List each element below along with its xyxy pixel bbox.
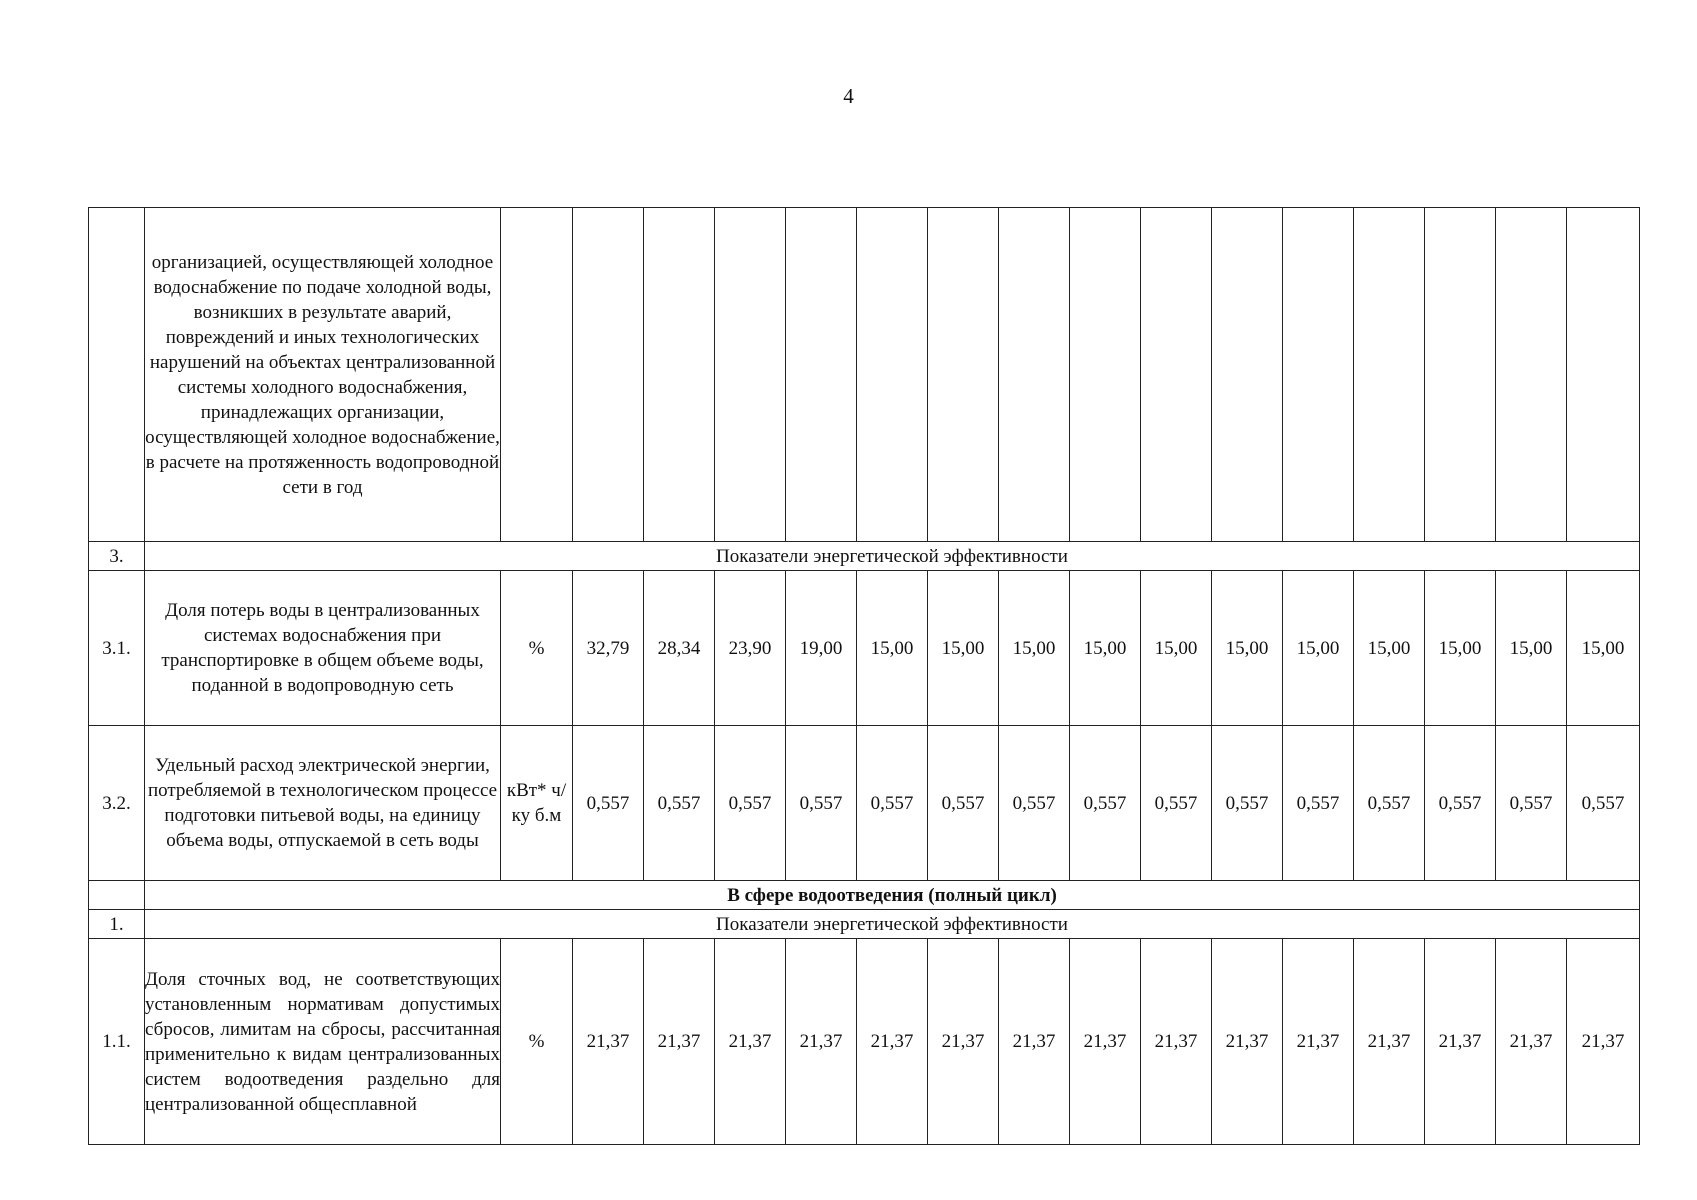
sphere-heading: В сфере водоотведения (полный цикл) (145, 881, 1640, 910)
value-cell: 28,34 (644, 571, 715, 726)
value-cell: 15,00 (857, 571, 928, 726)
value-cell (715, 208, 786, 542)
section-number: 3. (89, 542, 145, 571)
value-cell: 15,00 (1070, 571, 1141, 726)
value-cell: 15,00 (1141, 571, 1212, 726)
value-cell: 15,00 (1425, 571, 1496, 726)
row-number-cell: 3.2. (89, 726, 145, 881)
value-cell: 21,37 (1567, 939, 1640, 1145)
value-cell: 15,00 (999, 571, 1070, 726)
value-cell: 15,00 (1283, 571, 1354, 726)
row-number-cell (89, 881, 145, 910)
row-number-cell (89, 208, 145, 542)
indicators-table (88, 207, 1640, 1145)
value-cell (1567, 208, 1640, 542)
value-cell: 0,557 (573, 726, 644, 881)
value-cell: 0,557 (928, 726, 999, 881)
unit-cell (501, 208, 573, 542)
value-cell: 0,557 (1070, 726, 1141, 881)
indicator-name-cell: Удельный расход электрической энергии, потребляемой в технологическом процессе подготовки питьевой воды, на единицу объема воды, отпускаемой в сеть воды (145, 726, 501, 881)
value-cell: 21,37 (1212, 939, 1283, 1145)
unit-cell: кВт* ч/ку б.м (501, 726, 573, 881)
value-cell: 0,557 (1354, 726, 1425, 881)
value-cell: 32,79 (573, 571, 644, 726)
row-number-cell: 1.1. (89, 939, 145, 1145)
section-title: Показатели энергетической эффективности (145, 910, 1640, 939)
value-cell: 21,37 (644, 939, 715, 1145)
page-number: 4 (843, 84, 854, 108)
value-cell: 21,37 (573, 939, 644, 1145)
section-title: Показатели энергетической эффективности (145, 542, 1640, 571)
value-cell: 21,37 (715, 939, 786, 1145)
value-cell (1425, 208, 1496, 542)
value-cell: 0,557 (715, 726, 786, 881)
value-cell: 21,37 (1354, 939, 1425, 1145)
value-cell (1070, 208, 1141, 542)
row-number-cell: 3.1. (89, 571, 145, 726)
section-number: 1. (89, 910, 145, 939)
indicator-name-cell: Доля потерь воды в централизованных системах водоснабжения при транспортировке в общем объеме воды, поданной в водопроводную сеть (145, 571, 501, 726)
value-cell: 21,37 (1496, 939, 1567, 1145)
indicator-name-cell: Доля сточных вод, не соответствующих установленным нормативам допустимых сбросов, лимитам на сбросы, рассчитанная применительно к видам централизованных систем водоотведения раздельно для централизованной общесплавной (145, 939, 501, 1145)
table-row (89, 208, 1640, 542)
value-cell (857, 208, 928, 542)
unit-cell: % (501, 571, 573, 726)
table-row (89, 571, 1640, 726)
value-cell: 0,557 (1212, 726, 1283, 881)
value-cell: 0,557 (999, 726, 1070, 881)
value-cell: 0,557 (1283, 726, 1354, 881)
value-cell: 21,37 (857, 939, 928, 1145)
table-row (89, 939, 1640, 1145)
value-cell (1283, 208, 1354, 542)
unit-cell: % (501, 939, 573, 1145)
value-cell: 15,00 (1354, 571, 1425, 726)
indicator-name-cell: организацией, осуществляющей холодное водоснабжение по подаче холодной воды, возникших в результате аварий, повреждений и иных технологических нарушений на объектах централизованной системы холодного водоснабжения, принадлежащих организации, осуществляющей холодное водоснабжение, в расчете на протяженность водопроводной сети в год (145, 208, 501, 542)
value-cell: 15,00 (1496, 571, 1567, 726)
value-cell: 21,37 (1141, 939, 1212, 1145)
value-cell (999, 208, 1070, 542)
value-cell: 15,00 (1212, 571, 1283, 726)
section-row (89, 910, 1640, 939)
value-cell (644, 208, 715, 542)
value-cell: 0,557 (644, 726, 715, 881)
value-cell (1496, 208, 1567, 542)
value-cell (1354, 208, 1425, 542)
table-row (89, 726, 1640, 881)
value-cell: 0,557 (1141, 726, 1212, 881)
value-cell (928, 208, 999, 542)
value-cell: 21,37 (1425, 939, 1496, 1145)
value-cell: 21,37 (928, 939, 999, 1145)
heading-row (89, 881, 1640, 910)
value-cell: 0,557 (857, 726, 928, 881)
value-cell: 15,00 (928, 571, 999, 726)
value-cell (573, 208, 644, 542)
section-row (89, 542, 1640, 571)
value-cell: 19,00 (786, 571, 857, 726)
value-cell: 0,557 (1496, 726, 1567, 881)
value-cell: 21,37 (1283, 939, 1354, 1145)
value-cell: 0,557 (1567, 726, 1640, 881)
value-cell (1141, 208, 1212, 542)
value-cell: 21,37 (1070, 939, 1141, 1145)
value-cell: 21,37 (786, 939, 857, 1145)
value-cell: 0,557 (1425, 726, 1496, 881)
value-cell (786, 208, 857, 542)
value-cell: 0,557 (786, 726, 857, 881)
value-cell: 23,90 (715, 571, 786, 726)
value-cell: 15,00 (1567, 571, 1640, 726)
value-cell: 21,37 (999, 939, 1070, 1145)
value-cell (1212, 208, 1283, 542)
